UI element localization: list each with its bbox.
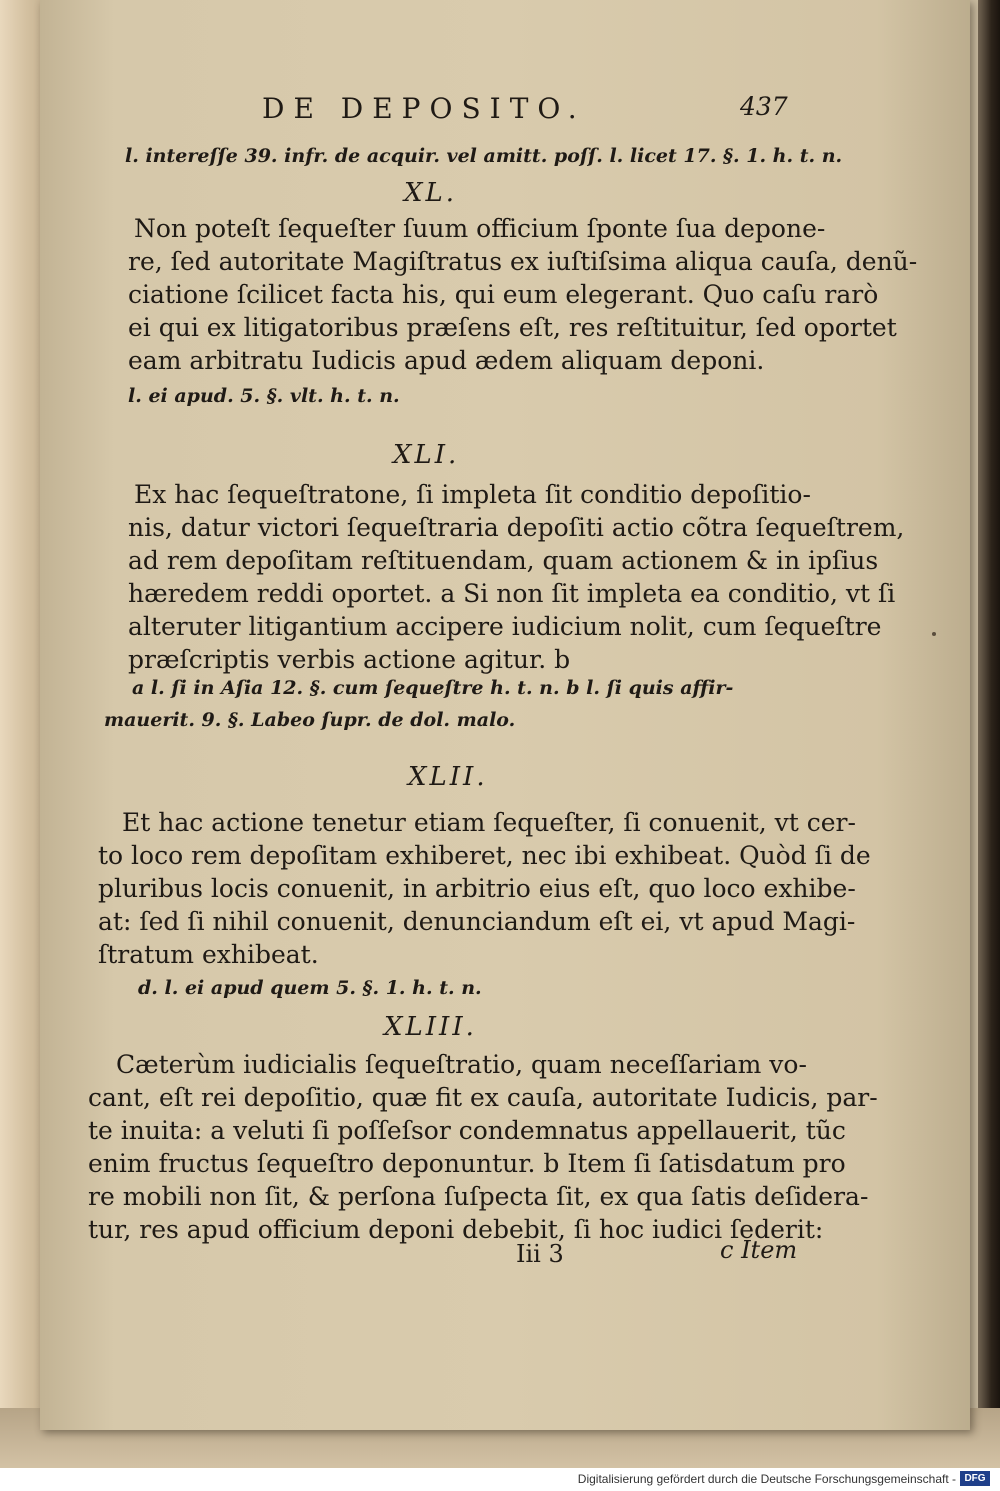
binding-right-edge [978, 0, 1000, 1468]
section-xlii-text [98, 806, 871, 971]
text-line: Ex hac ſequeſtratone, ſi impleta ſit conditio depoſitio- [134, 480, 811, 509]
text-line: ei qui ex litigatoribus præſens eſt, res reſtituitur, ſed oportet [128, 313, 897, 342]
text-line: re, ſed autoritate Magiſtratus ex iuſtiſsima aliqua cauſa, denũ- [128, 247, 918, 276]
ink-speck [932, 632, 936, 636]
dfg-logo-icon: DFG [960, 1471, 990, 1486]
text-line: ad rem depoſitam reſtituendam, quam actionem & in ipſius [128, 546, 879, 575]
citation: a l. ſi in Aſia 12. §. cum ſequeſtre h. t. n. b l. ſi quis affir- [132, 677, 734, 699]
top-citation: l. intereſſe 39. infr. de acquir. vel amitt. poſſ. l. licet 17. §. 1. h. t. n. [125, 145, 843, 167]
text-line: pluribus locis conuenit, in arbitrio eius eſt, quo loco exhibe- [98, 874, 856, 903]
text-line: Et hac actione tenetur etiam ſequeſter, ſi conuenit, vt cer- [122, 808, 856, 837]
section-xl-text [128, 212, 918, 377]
text-line: nis, datur victori ſequeſtraria depoſiti actio cõtra ſequeſtrem, [128, 513, 905, 542]
footer-bar [0, 1468, 1000, 1491]
text-line: præſcriptis verbis actione agitur. b [128, 645, 571, 674]
text-line: cant, eſt rei depoſitio, quæ fit ex cauſa, autoritate Iudicis, par- [88, 1083, 878, 1112]
section-heading-xlii: XLII. [408, 762, 488, 792]
signature-mark: Iii 3 [516, 1240, 564, 1268]
running-head: DE DEPOSITO. [262, 92, 586, 125]
text-line: Non poteſt ſequeſter ſuum officium ſponte ſua depone- [134, 214, 826, 243]
text-line: re mobili non ſit, & perſona ſuſpecta ſit, ex qua ſatis deſidera- [88, 1182, 869, 1211]
text-line: tur, res apud officium deponi debebit, ſi hoc iudici ſederit: [88, 1215, 824, 1244]
text-line: eam arbitratu Iudicis apud ædem aliquam deponi. [128, 346, 765, 375]
citation: d. l. ei apud quem 5. §. 1. h. t. n. [138, 977, 482, 999]
footer-credit: Digitalisierung gefördert durch die Deutsche Forschungsgemeinschaft - [577, 1472, 956, 1486]
text-line: at: ſed ſi nihil conuenit, denunciandum eſt ei, vt apud Magi- [98, 907, 856, 936]
section-heading-xli: XLI. [393, 440, 460, 470]
text-line: alteruter litigantium accipere iudicium nolit, cum ſequeſtre [128, 612, 882, 641]
citation: l. ei apud. 5. §. vlt. h. t. n. [128, 385, 400, 407]
text-line: to loco rem depoſitam exhiberet, nec ibi exhibeat. Quòd ſi de [98, 841, 871, 870]
section-xliii-text [88, 1048, 878, 1246]
section-heading-xliii: XLIII. [384, 1012, 477, 1042]
catchword: c Item [720, 1236, 798, 1264]
text-line: te inuita: a veluti ſi poſſeſsor condemnatus appellauerit, tũc [88, 1116, 846, 1145]
text-line: enim fructus ſequeſtro deponuntur. b Item ſi ſatisdatum pro [88, 1149, 846, 1178]
section-xli-text [128, 478, 905, 676]
text-line: ciatione ſcilicet facta his, qui eum elegerant. Quo caſu rarò [128, 280, 879, 309]
text-line: Cæterùm iudicialis ſequeſtratio, quam neceſſariam vo- [116, 1050, 807, 1079]
section-heading-xl: XL. [404, 178, 458, 208]
text-line: hæredem reddi oportet. a Si non ſit impleta ea conditio, vt ſi [128, 579, 896, 608]
text-line: ſtratum exhibeat. [98, 940, 319, 969]
citation: mauerit. 9. §. Labeo ſupr. de dol. malo. [104, 709, 516, 731]
page-number: 437 [740, 92, 788, 121]
